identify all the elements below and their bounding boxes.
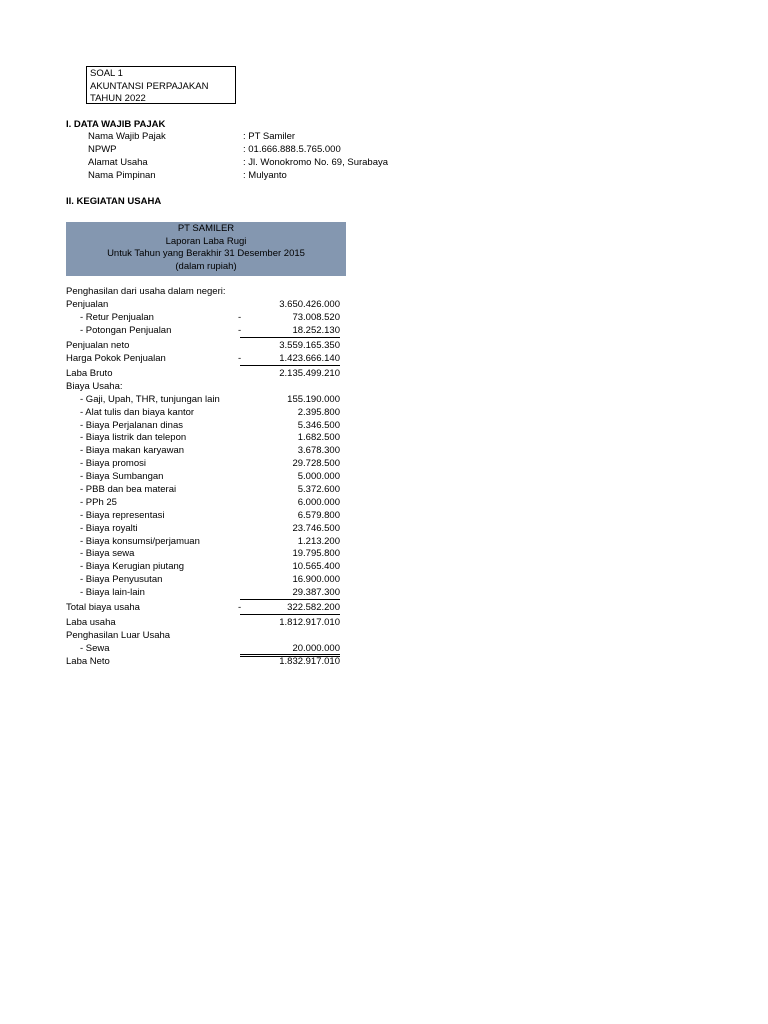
soal-line: SOAL 1 xyxy=(90,68,123,79)
row-label: - Biaya Kerugian piutang xyxy=(80,561,185,573)
info-label: NPWP xyxy=(88,144,117,155)
row-value: 16.900.000 xyxy=(292,574,340,586)
statement-row xyxy=(66,312,356,325)
row-label: - PBB dan bea materai xyxy=(80,483,177,495)
statement-header xyxy=(66,222,346,276)
row-value: 1.682.500 xyxy=(297,432,340,444)
company-name: PT SAMILER xyxy=(177,223,235,234)
statement-row xyxy=(66,536,356,549)
info-label: Nama Wajib Pajak xyxy=(88,131,166,142)
row-label: Penghasilan Luar Usaha xyxy=(66,630,171,642)
statement-row xyxy=(66,368,356,381)
row-value: 155.190.000 xyxy=(287,393,340,405)
statement-row xyxy=(66,587,356,600)
statement-row xyxy=(66,574,356,587)
info-label: Nama Pimpinan xyxy=(88,170,156,181)
statement-unit: (dalam rupiah) xyxy=(175,260,237,272)
row-value: 6.000.000 xyxy=(297,496,340,508)
statement-period: Untuk Tahun yang Berakhir 31 Desember 2015 xyxy=(107,248,305,259)
statement-row xyxy=(66,617,356,630)
statement-row xyxy=(66,394,356,407)
row-value: 5.000.000 xyxy=(297,471,340,483)
row-label: - Biaya lain-lain xyxy=(80,587,145,599)
row-value: 2.135.499.210 xyxy=(279,367,340,379)
statement-row xyxy=(66,643,356,656)
row-label: - Biaya representasi xyxy=(80,509,165,521)
section-title-kegiatan-usaha: II. KEGIATAN USAHA xyxy=(66,196,162,207)
statement-row xyxy=(66,656,356,669)
info-value: : PT Samiler xyxy=(243,131,296,142)
statement-row xyxy=(66,523,356,536)
row-value: 2.395.800 xyxy=(297,406,340,418)
income-statement xyxy=(66,286,356,669)
statement-title: Laporan Laba Rugi xyxy=(165,235,247,247)
statement-row xyxy=(66,407,356,420)
statement-row xyxy=(66,299,356,312)
row-label: Laba usaha xyxy=(66,617,116,629)
info-value: : Mulyanto xyxy=(243,170,287,181)
statement-row xyxy=(66,602,356,615)
row-label: - Potongan Penjualan xyxy=(80,324,172,336)
row-label: - Biaya Perjalanan dinas xyxy=(80,419,183,431)
row-label: - Biaya promosi xyxy=(80,458,146,470)
statement-row xyxy=(66,445,356,458)
row-label: - Biaya makan karyawan xyxy=(80,445,185,457)
row-label: - Biaya konsumsi/perjamuan xyxy=(80,535,200,547)
row-value: 1.213.200 xyxy=(297,535,340,547)
row-value: 322.582.200 xyxy=(240,602,340,615)
row-label: - Biaya Sumbangan xyxy=(80,471,164,483)
row-value: 10.565.400 xyxy=(292,561,340,573)
statement-row xyxy=(66,497,356,510)
row-value: 19.795.800 xyxy=(292,548,340,560)
row-value: 73.008.520 xyxy=(292,311,340,323)
row-value: 29.387.300 xyxy=(240,587,340,600)
statement-row xyxy=(66,340,356,353)
row-label: Laba Bruto xyxy=(66,367,113,379)
row-label: - Biaya royalti xyxy=(80,522,138,534)
row-value: 3.650.426.000 xyxy=(279,298,340,310)
statement-row xyxy=(66,458,356,471)
statement-row xyxy=(66,561,356,574)
row-label: - Gaji, Upah, THR, tunjungan lain xyxy=(80,393,220,405)
row-label: Penjualan xyxy=(66,298,109,310)
statement-row xyxy=(66,432,356,445)
row-label: Biaya Usaha: xyxy=(66,380,123,392)
row-value: 1.832.917.010 xyxy=(279,656,340,668)
minus-sign: - xyxy=(238,311,242,323)
row-value: 18.252.130 xyxy=(240,325,340,338)
row-value: 5.372.600 xyxy=(297,483,340,495)
row-label: Total biaya usaha xyxy=(66,602,140,614)
statement-row xyxy=(66,286,356,299)
minus-sign: - xyxy=(238,602,242,614)
row-label: Laba Neto xyxy=(66,656,110,668)
row-label: Penghasilan dari usaha dalam negeri: xyxy=(66,286,226,297)
row-label: Penjualan neto xyxy=(66,339,130,351)
statement-row xyxy=(66,420,356,433)
row-label: - Biaya Penyusutan xyxy=(80,574,163,586)
statement-row xyxy=(66,630,356,643)
row-value: 1.812.917.010 xyxy=(279,617,340,629)
statement-row xyxy=(66,381,356,394)
row-value: 5.346.500 xyxy=(297,419,340,431)
info-value: : 01.666.888.5.765.000 xyxy=(243,144,341,155)
statement-row xyxy=(66,325,356,338)
row-value: 3.559.165.350 xyxy=(279,339,340,351)
info-label: Alamat Usaha xyxy=(88,157,148,168)
statement-row xyxy=(66,471,356,484)
row-label: - Retur Penjualan xyxy=(80,311,154,323)
row-value: 20.000.000 xyxy=(240,643,340,657)
minus-sign: - xyxy=(238,324,242,336)
row-label: Harga Pokok Penjualan xyxy=(66,352,166,364)
row-value: 6.579.800 xyxy=(297,509,340,521)
statement-row xyxy=(66,548,356,561)
soal-header-box xyxy=(86,66,236,104)
info-value: : Jl. Wonokromo No. 69, Surabaya xyxy=(243,157,389,168)
minus-sign: - xyxy=(238,352,242,364)
statement-row xyxy=(66,484,356,497)
course-line: AKUNTANSI PERPAJAKAN xyxy=(90,80,209,92)
row-label: - Alat tulis dan biaya kantor xyxy=(80,406,195,418)
row-value: 29.728.500 xyxy=(292,458,340,470)
statement-row xyxy=(66,510,356,523)
row-label: - Biaya listrik dan telepon xyxy=(80,432,187,444)
row-label: - Sewa xyxy=(80,643,110,655)
section-title-data-wajib-pajak: I. DATA WAJIB PAJAK xyxy=(66,119,166,130)
statement-row xyxy=(66,353,356,366)
row-value: 3.678.300 xyxy=(297,445,340,457)
row-label: - Biaya sewa xyxy=(80,548,135,560)
row-label: - PPh 25 xyxy=(80,496,117,508)
year-line: TAHUN 2022 xyxy=(90,93,146,104)
row-value: 1.423.666.140 xyxy=(240,353,340,366)
row-value: 23.746.500 xyxy=(292,522,340,534)
